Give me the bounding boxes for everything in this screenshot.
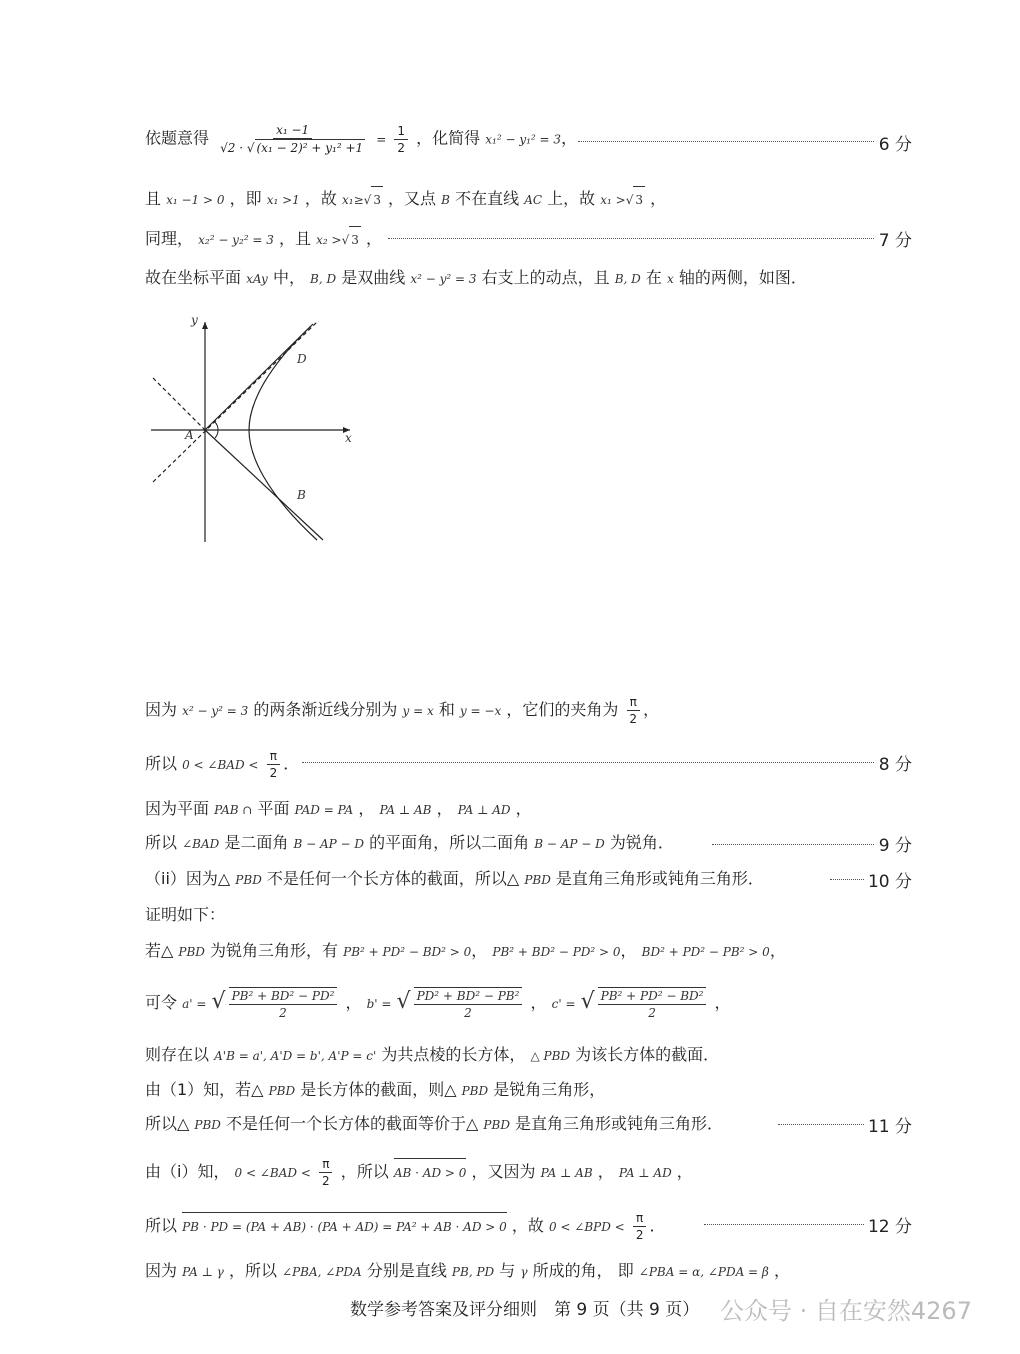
score-7: 7 分	[875, 226, 912, 251]
line-10: 证明如下：	[145, 905, 226, 924]
line-5: 因为 x² − y² = 3 的两条渐近线分别为 y = x 和 y = −x ，它们的夹角为 $\frac{\pi}{2}$ ，	[145, 695, 660, 726]
score-6: 6 分	[875, 130, 912, 155]
score-10: 10 分	[864, 867, 912, 892]
y-axis-arrow	[202, 322, 208, 329]
score-leader	[778, 1124, 870, 1125]
score-9: 9 分	[875, 831, 912, 856]
score-leader	[388, 238, 880, 239]
score-leader	[712, 844, 880, 845]
line-12: 可令 a' = √ $\frac{\text{PB² + BD² − PD²}}{2}$ ， b' = √ $\frac{\text{PD² + BD² − PB²}}{2}$ ， c' = √ $\frac{\text{PB² + PD² − BD²}}{2}$ ，	[145, 988, 731, 1020]
score-leader	[302, 762, 880, 763]
fraction-half: $\frac{1}{2}$	[394, 123, 408, 156]
line-18: 因为 PA ⊥ γ ，所以 ∠PBA, ∠PDA 分别是直线 PB, PD 与 γ 所成的角， 即 ∠PBA = α, ∠PDA = β ，	[145, 1261, 790, 1280]
line-1: 依题意得 $\frac{\text{x₁ −1}}{\text{√2 · √ (x₁ − 2)² + y₁² +1}}$ = $\frac{1}{2}$ ，化简得 x₁² − y₁² = 3，	[145, 123, 578, 155]
hyperbola-branch	[249, 326, 317, 540]
line-14: 由（1）知，若△ PBD 是长方体的截面，则△ PBD 是锐角三角形，	[145, 1080, 606, 1099]
line-2: 且 x₁ −1 > 0 ，即 x₁ >1 ，故 x₁≥√ 3 ，又点 B 不在直线 AC 上，故 x₁ >√ 3 ，	[145, 186, 912, 213]
y-label: y	[191, 313, 198, 327]
point-a-label: A	[185, 428, 194, 442]
line-11: 若△ PBD 为锐角三角形，有 PB² + PD² − BD² > 0， PB² + BD² − PD² > 0， BD² + PD² − PB² > 0，	[145, 941, 786, 960]
line-3: 同理， x₂² − y₂² = 3 ，且 x₂ >√ 3 ，	[145, 226, 912, 253]
score-leader	[704, 1224, 870, 1225]
fraction-cos: $\frac{\text{x₁ −1}}{\text{√2 · √ (x₁ − 2)² + y₁² +1}}$	[220, 123, 364, 155]
line-17: 所以 PB · PD = (PA + AB) · (PA + AD) = PA² + AB · AD > 0 ，故 0 < ∠BPD < $\frac{\pi}{2}$ ．	[145, 1211, 666, 1242]
score-leader	[578, 141, 880, 142]
watermark: 公众号 · 自在安然4267	[720, 1297, 972, 1325]
line-7: 因为平面 PAB ∩ 平面 PAD = PA ， PA ⊥ AB ， PA ⊥ AD ，	[145, 799, 532, 818]
line-13: 则存在以 A'B = a', A'D = b', A'P = c' 为共点棱的长方体， △ PBD 为该长方体的截面．	[145, 1045, 720, 1064]
asymptote-y-eq-neg-x-dashed	[153, 378, 205, 430]
line-6: 所以 0 < ∠BAD < $\frac{\pi}{2}$ ．	[145, 749, 300, 780]
line-4: 故在坐标平面 xAy 中， B, D 是双曲线 x² − y² = 3 右支上的动点，且 B, D 在 x 轴的两侧，如图．	[145, 268, 807, 287]
point-b-label: B	[297, 488, 306, 502]
line-9: （ii）因为△ PBD 不是任何一个长方体的截面，所以△ PBD 是直角三角形或钝角三角形．	[145, 869, 764, 888]
page-footer: 数学参考答案及评分细则 第 9 页（共 9 页）	[350, 1300, 700, 1320]
line-16: 由（i）知， 0 < ∠BAD < $\frac{\pi}{2}$ ，所以 AB · AD > 0 ，又因为 PA ⊥ AB ， PA ⊥ AD ，	[145, 1157, 693, 1188]
line-8: 所以 ∠BAD 是二面角 B − AP − D 的平面角，所以二面角 B − AP − D 为锐角．	[145, 833, 674, 852]
score-8: 8 分	[875, 750, 912, 775]
score-12: 12 分	[864, 1212, 912, 1237]
line-15: 所以△ PBD 不是任何一个长方体的截面等价于△ PBD 是直角三角形或钝角三角形．	[145, 1114, 724, 1133]
x-label: x	[345, 431, 352, 445]
score-11: 11 分	[864, 1112, 912, 1137]
point-d-label: D	[297, 352, 307, 366]
asymptote-y-eq-neg-x-solid	[205, 430, 323, 540]
hyperbola-figure	[145, 310, 365, 550]
